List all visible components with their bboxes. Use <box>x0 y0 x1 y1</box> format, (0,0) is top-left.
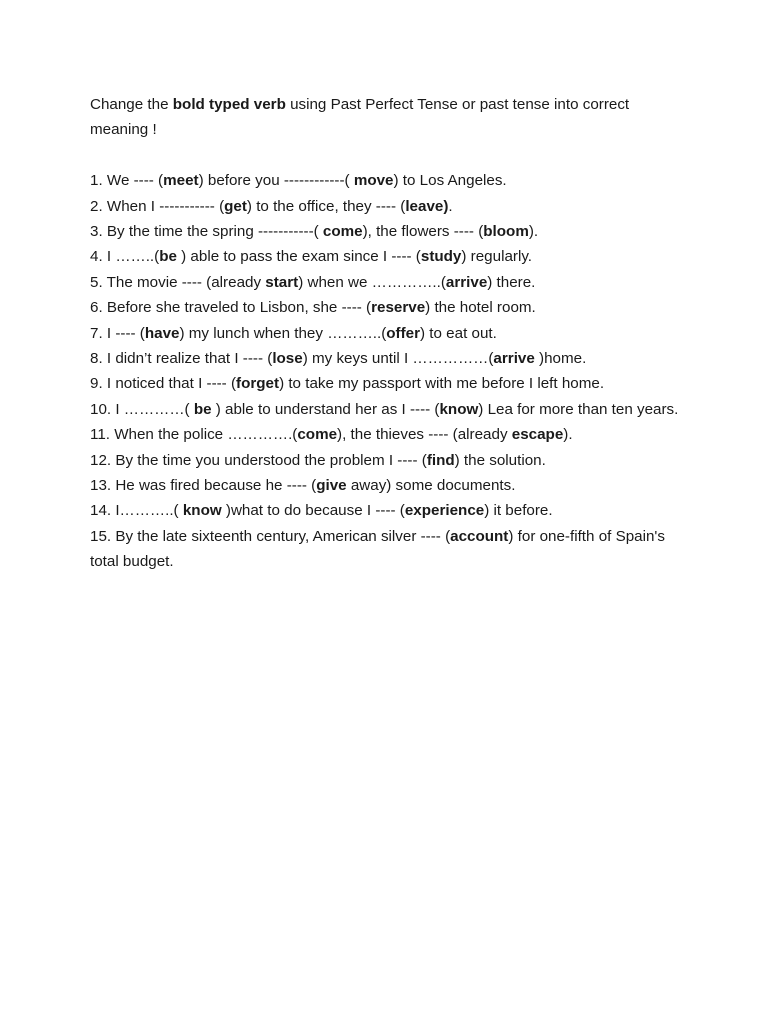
text-segment: ) Lea for more than ten years. <box>478 400 679 418</box>
bold-verb: give <box>316 477 347 495</box>
text-segment: ) for one-fifth of Spain's total budget. <box>90 527 665 571</box>
text-segment: 12. By the time you understood the problem I ---- ( <box>90 451 427 469</box>
exercise-item <box>90 473 680 498</box>
text-segment: 11. When the police ………….( <box>90 426 298 444</box>
exercise-item <box>90 321 680 346</box>
text-segment: )home. <box>534 350 587 368</box>
text-segment: 1. We ---- ( <box>90 172 164 190</box>
exercise-item <box>90 194 680 219</box>
bold-verb: experience <box>404 502 485 520</box>
text-segment: ) regularly. <box>461 248 533 266</box>
text-segment: 6. Before she traveled to Lisbon, she ---- ( <box>90 299 372 317</box>
bold-verb: bold typed verb <box>172 96 286 113</box>
exercise-item <box>90 524 680 575</box>
text-segment: )what to do because I ---- ( <box>221 502 405 520</box>
text-segment: ) there. <box>487 273 536 291</box>
text-segment: 9. I noticed that I ---- ( <box>90 375 237 393</box>
bold-verb: forget <box>236 375 280 393</box>
text-segment: 8. I didn’t realize that I ---- ( <box>90 350 273 368</box>
bold-verb: get <box>224 197 247 215</box>
text-segment: Change the <box>90 96 173 113</box>
bold-verb: find <box>426 451 455 469</box>
instruction-text <box>90 92 680 143</box>
bold-verb: offer <box>386 324 421 342</box>
text-segment: away) some documents. <box>346 477 516 495</box>
exercise-item <box>90 270 680 295</box>
text-segment: ) before you ------------( <box>198 172 354 190</box>
text-segment: 5. The movie ---- (already <box>90 273 266 291</box>
exercise-item <box>90 346 680 371</box>
text-segment: . <box>448 197 453 215</box>
exercise-item <box>90 168 680 193</box>
text-segment: ) my keys until I ……………( <box>302 350 494 368</box>
bold-verb: come <box>297 426 338 444</box>
bold-verb: start <box>265 273 299 291</box>
text-segment: ) my lunch when they ………..( <box>179 324 387 342</box>
bold-verb: account <box>450 527 509 545</box>
bold-verb: leave) <box>405 197 449 215</box>
text-segment: 10. I …………( <box>90 400 194 418</box>
text-segment: 13. He was fired because he ---- ( <box>90 477 317 495</box>
bold-verb: meet <box>163 172 199 190</box>
bold-verb: study <box>420 248 462 266</box>
text-segment: 4. I ……..( <box>90 248 160 266</box>
bold-verb: come <box>322 223 363 241</box>
text-segment: ) the solution. <box>454 451 546 469</box>
exercise-item <box>90 219 680 244</box>
bold-verb: arrive <box>445 273 488 291</box>
exercise-item <box>90 498 680 523</box>
text-segment: ) to the office, they ---- ( <box>246 197 406 215</box>
bold-verb: be <box>159 248 177 266</box>
bold-verb: arrive <box>493 350 535 368</box>
bold-verb: move <box>353 172 394 190</box>
text-segment: ) able to pass the exam since I ---- ( <box>176 248 421 266</box>
bold-verb: reserve <box>371 299 426 317</box>
text-segment: ) to Los Angeles. <box>393 172 507 190</box>
bold-verb: know <box>439 400 479 418</box>
text-segment: ) when we …………..( <box>298 273 446 291</box>
exercise-item <box>90 295 680 320</box>
exercise-item <box>90 244 680 269</box>
text-segment: ), the thieves ---- (already <box>337 426 512 444</box>
bold-verb: be <box>193 400 212 418</box>
exercise-list <box>90 168 680 575</box>
text-segment: ) to eat out. <box>420 324 497 342</box>
bold-verb: bloom <box>483 223 529 241</box>
text-segment: ), the flowers ---- ( <box>362 223 484 241</box>
text-segment: ) it before. <box>484 502 553 520</box>
text-segment: ). <box>528 223 539 241</box>
text-segment: ) the hotel room. <box>425 299 536 317</box>
bold-verb: escape <box>511 426 564 444</box>
text-segment: 15. By the late sixteenth century, American silver ---- ( <box>90 527 451 545</box>
text-segment: using Past Perfect Tense or past tense into correct meaning ! <box>90 96 630 139</box>
bold-verb: know <box>182 502 222 520</box>
text-segment: ) to take my passport with me before I left home. <box>279 375 605 393</box>
text-segment: 2. When I ----------- ( <box>90 197 225 215</box>
exercise-item <box>90 422 680 447</box>
text-segment: 3. By the time the spring -----------( <box>90 223 323 241</box>
text-segment: ) able to understand her as I ---- ( <box>211 400 440 418</box>
text-segment: 14. I………..( <box>90 502 183 520</box>
exercise-item <box>90 448 680 473</box>
exercise-item <box>90 371 680 396</box>
text-segment: 7. I ---- ( <box>90 324 145 342</box>
bold-verb: have <box>144 324 180 342</box>
bold-verb: lose <box>272 350 303 368</box>
text-segment: ). <box>563 426 573 444</box>
exercise-item <box>90 397 680 422</box>
worksheet-page <box>90 92 680 575</box>
